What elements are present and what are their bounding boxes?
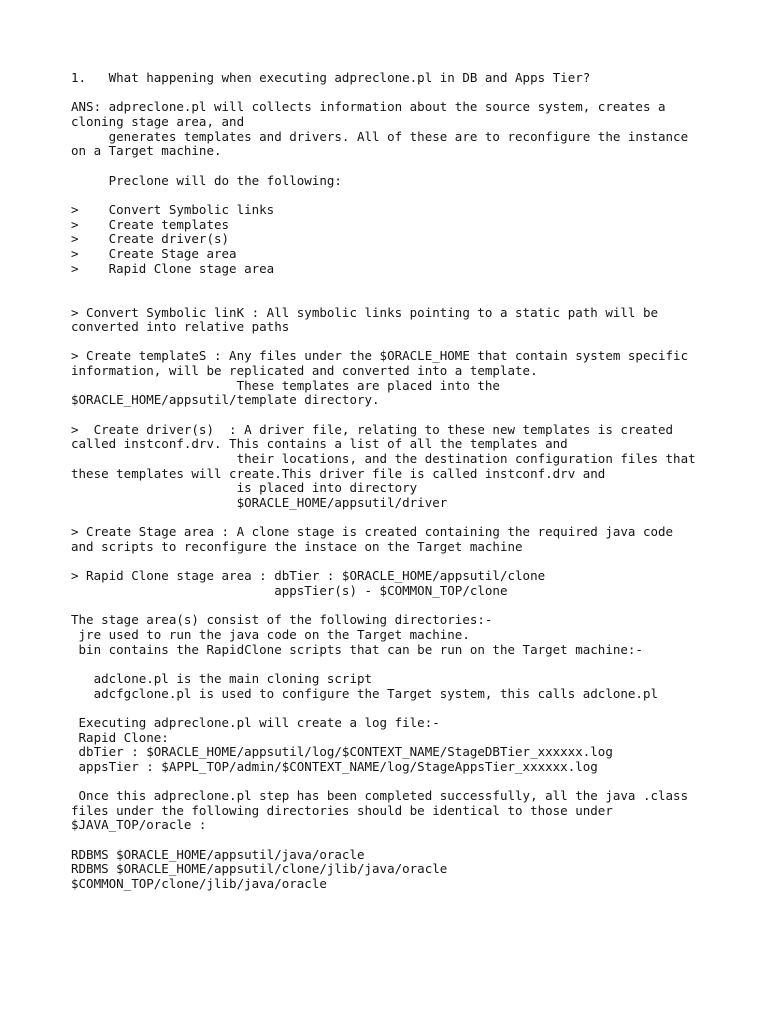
question-heading xyxy=(71,71,696,86)
document-line: adcfgclone.pl is used to configure the Target system, this calls adclone.pl xyxy=(71,685,658,701)
list-item: RDBMS $ORACLE_HOME/appsutil/clone/jlib/java/oracle xyxy=(71,861,448,877)
document-line: these templates will create.This driver file is called instconf.drv and xyxy=(71,465,606,481)
document-line: > Convert Symbolic linK : All symbolic links pointing to a static path will be xyxy=(71,304,658,320)
document-line: Preclone will do the following: xyxy=(71,172,342,188)
create-drivers-section xyxy=(71,423,696,511)
document-line: bin contains the RapidClone scripts that can be run on the Target machine:- xyxy=(71,641,643,657)
document-line: information, will be replicated and converted into a template. xyxy=(71,363,538,379)
document-line: Once this adpreclone.pl step has been completed successfully, all the java .class xyxy=(71,788,689,804)
document-line: files under the following directories should be identical to those under xyxy=(71,802,613,818)
answer-intro xyxy=(71,100,696,159)
document-line: generates templates and drivers. All of these are to reconfigure the instance xyxy=(71,128,689,144)
document-line: 1. What happening when executing adpreclone.pl in DB and Apps Tier? xyxy=(71,70,591,85)
list-item: > Rapid Clone stage area xyxy=(71,260,275,276)
document-line: on a Target machine. xyxy=(71,143,222,159)
document-line: These templates are placed into the xyxy=(71,377,500,393)
document-line: The stage area(s) consist of the following directories:- xyxy=(71,612,493,628)
document-line: > Rapid Clone stage area : dbTier : $ORACLE_HOME/appsutil/clone xyxy=(71,568,546,584)
document-line: their locations, and the destination configuration files that xyxy=(71,451,696,467)
document-line: > Create Stage area : A clone stage is created containing the required java code xyxy=(71,524,674,540)
stage-directories-section xyxy=(71,613,696,657)
list-item: $COMMON_TOP/clone/jlib/java/oracle xyxy=(71,876,327,892)
document-line: adclone.pl is the main cloning script xyxy=(71,670,373,686)
list-item: RDBMS $ORACLE_HOME/appsutil/java/oracle xyxy=(71,846,365,862)
document-line: > Create driver(s) : A driver file, relating to these new templates is created xyxy=(71,421,674,437)
document-line: converted into relative paths xyxy=(71,319,290,335)
document-line: Rapid Clone: xyxy=(71,729,169,745)
document-line: dbTier : $ORACLE_HOME/appsutil/log/$CONTEXT_NAME/StageDBTier_xxxxxx.log xyxy=(71,744,613,760)
list-item: > Create Stage area xyxy=(71,245,237,261)
document-line: Executing adpreclone.pl will create a log file:- xyxy=(71,714,440,730)
document-line: > Create templateS : Any files under the $ORACLE_HOME that contain system specific xyxy=(71,348,689,364)
document-line: appsTier : $APPL_TOP/admin/$CONTEXT_NAME/log/StageAppsTier_xxxxxx.log xyxy=(71,758,598,774)
class-directories-list xyxy=(71,848,696,892)
list-item: > Create driver(s) xyxy=(71,231,230,247)
document-line: and scripts to reconfigure the instace on the Target machine xyxy=(71,539,523,555)
document-line: $ORACLE_HOME/appsutil/template directory. xyxy=(71,392,380,408)
preclone-steps-list xyxy=(71,203,696,276)
document-line: is placed into directory xyxy=(71,480,418,496)
document-line: $ORACLE_HOME/appsutil/driver xyxy=(71,495,448,511)
document-line: $JAVA_TOP/oracle : xyxy=(71,817,207,833)
document-line: jre used to run the java code on the Target machine. xyxy=(71,626,470,642)
create-stage-area-section xyxy=(71,525,696,554)
list-item: > Convert Symbolic links xyxy=(71,201,275,217)
document-line: cloning stage area, and xyxy=(71,113,245,129)
log-file-section xyxy=(71,716,696,775)
document-body xyxy=(71,71,696,892)
document-line: ANS: adpreclone.pl will collects information about the source system, creates a xyxy=(71,99,666,115)
document-line: appsTier(s) - $COMMON_TOP/clone xyxy=(71,582,508,598)
clone-scripts-section xyxy=(71,672,696,701)
identical-class-files-section xyxy=(71,789,696,833)
create-templates-section xyxy=(71,349,696,408)
convert-symbolic-links-section xyxy=(71,306,696,335)
document-line: called instconf.drv. This contains a list of all the templates and xyxy=(71,436,568,452)
preclone-intro xyxy=(71,174,696,189)
list-item: > Create templates xyxy=(71,216,230,232)
rapid-clone-stage-area-section xyxy=(71,569,696,598)
